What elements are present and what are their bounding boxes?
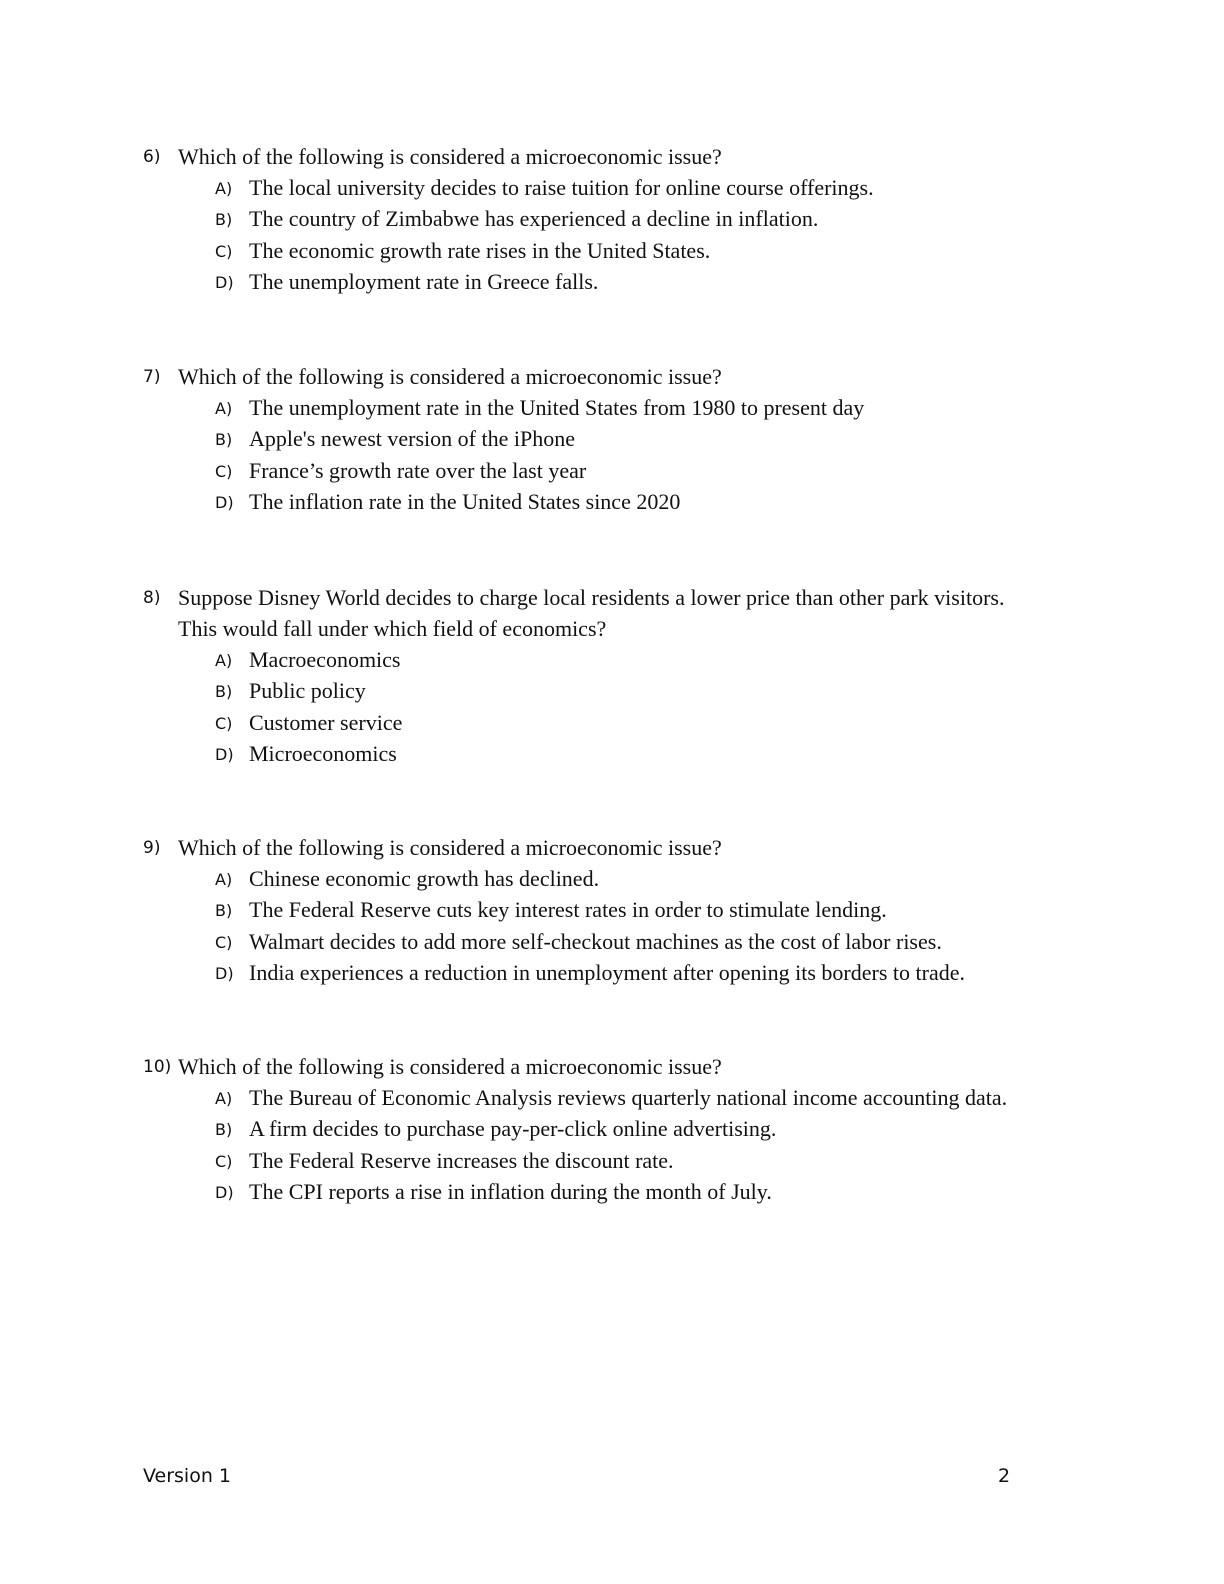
- question-stem: [143, 361, 1043, 392]
- option-text: Microeconomics: [249, 740, 397, 766]
- option-letter: A): [215, 179, 233, 198]
- answer-options: [143, 1082, 1043, 1207]
- option-letter: C): [215, 1151, 233, 1171]
- option-text: The local university decides to raise tuition for online course offerings.: [249, 175, 874, 200]
- answer-option-a: [143, 172, 1043, 203]
- option-text: The Federal Reserve cuts key interest rates in order to stimulate lending.: [249, 897, 887, 923]
- option-letter: A): [215, 399, 233, 418]
- question-text: Which of the following is considered a microeconomic issue?: [178, 364, 722, 389]
- option-text: Apple's newest version of the iPhone: [249, 426, 575, 452]
- option-text: Public policy: [249, 678, 366, 704]
- question-number: 6): [143, 147, 161, 167]
- answer-option-a: [143, 1082, 1043, 1113]
- footer-page-number: 2: [998, 1465, 1011, 1487]
- option-letter: A): [215, 1089, 233, 1108]
- answer-options: [143, 644, 1043, 769]
- option-text: Walmart decides to add more self-checkout machines as the cost of labor rises.: [249, 928, 942, 954]
- option-letter: B): [215, 1120, 233, 1140]
- option-text: India experiences a reduction in unemployment after opening its borders to trade.: [249, 959, 965, 985]
- option-text: The unemployment rate in the United States from 1980 to present day: [249, 395, 865, 420]
- answer-option-c: [143, 1145, 1043, 1176]
- option-text: Macroeconomics: [249, 647, 401, 672]
- answer-option-b: [143, 675, 1043, 706]
- answer-option-d: [143, 1176, 1043, 1207]
- answer-option-c: [143, 235, 1043, 266]
- answer-options: [143, 392, 1043, 517]
- answer-option-a: [143, 392, 1043, 423]
- question-number: 10): [143, 1057, 172, 1077]
- question-text: Which of the following is considered a microeconomic issue?: [178, 1054, 722, 1079]
- question-10: [143, 1051, 1043, 1207]
- footer-version: Version 1: [143, 1465, 231, 1487]
- option-letter: A): [215, 870, 233, 889]
- option-letter: D): [215, 272, 234, 292]
- option-text: The unemployment rate in Greece falls.: [249, 268, 599, 294]
- answer-option-b: [143, 894, 1043, 925]
- answer-options: [143, 172, 1043, 297]
- option-text: The inflation rate in the United States since 2020: [249, 488, 681, 514]
- answer-option-a: [143, 863, 1043, 894]
- answer-options: [143, 863, 1043, 988]
- option-letter: A): [215, 651, 233, 670]
- option-letter: B): [215, 430, 233, 450]
- option-letter: B): [215, 682, 233, 702]
- answer-option-c: [143, 926, 1043, 957]
- question-number: 9): [143, 838, 161, 858]
- option-text: The Federal Reserve increases the discount rate.: [249, 1147, 674, 1173]
- answer-option-d: [143, 266, 1043, 297]
- question-9: [143, 832, 1043, 988]
- option-text: The country of Zimbabwe has experienced a decline in inflation.: [249, 206, 819, 232]
- question-stem: [143, 1051, 1043, 1082]
- answer-option-d: [143, 486, 1043, 517]
- option-text: The CPI reports a rise in inflation during the month of July.: [249, 1178, 772, 1204]
- option-text: France’s growth rate over the last year: [249, 457, 587, 483]
- answer-option-b: [143, 203, 1043, 234]
- option-letter: C): [215, 932, 233, 952]
- question-text: Which of the following is considered a microeconomic issue?: [178, 144, 722, 169]
- question-stem: [143, 582, 1043, 644]
- option-text: Chinese economic growth has declined.: [249, 866, 600, 891]
- option-text: Customer service: [249, 709, 403, 735]
- question-text: Suppose Disney World decides to charge local residents a lower price than other park visitors. This would fall under which field of economics?: [178, 585, 1005, 641]
- question-stem: [143, 832, 1043, 863]
- answer-option-d: [143, 738, 1043, 769]
- option-letter: D): [215, 1182, 234, 1202]
- option-letter: D): [215, 744, 234, 764]
- option-letter: D): [215, 492, 234, 512]
- answer-option-b: [143, 1113, 1043, 1144]
- question-number: 8): [143, 588, 161, 608]
- question-stem: [143, 141, 1043, 172]
- option-text: The Bureau of Economic Analysis reviews quarterly national income accounting data.: [249, 1085, 1008, 1110]
- answer-option-d: [143, 957, 1043, 988]
- question-6: [143, 141, 1043, 297]
- option-letter: C): [215, 713, 233, 733]
- question-8: [143, 582, 1043, 769]
- option-text: A firm decides to purchase pay-per-click online advertising.: [249, 1116, 777, 1142]
- answer-option-b: [143, 423, 1043, 454]
- question-7: [143, 361, 1043, 517]
- question-text: Which of the following is considered a microeconomic issue?: [178, 835, 722, 860]
- option-letter: C): [215, 241, 233, 261]
- answer-option-c: [143, 455, 1043, 486]
- option-letter: C): [215, 461, 233, 481]
- option-text: The economic growth rate rises in the United States.: [249, 237, 711, 263]
- option-letter: B): [215, 901, 233, 921]
- question-number: 7): [143, 367, 161, 387]
- option-letter: B): [215, 210, 233, 230]
- answer-option-a: [143, 644, 1043, 675]
- option-letter: D): [215, 963, 234, 983]
- answer-option-c: [143, 707, 1043, 738]
